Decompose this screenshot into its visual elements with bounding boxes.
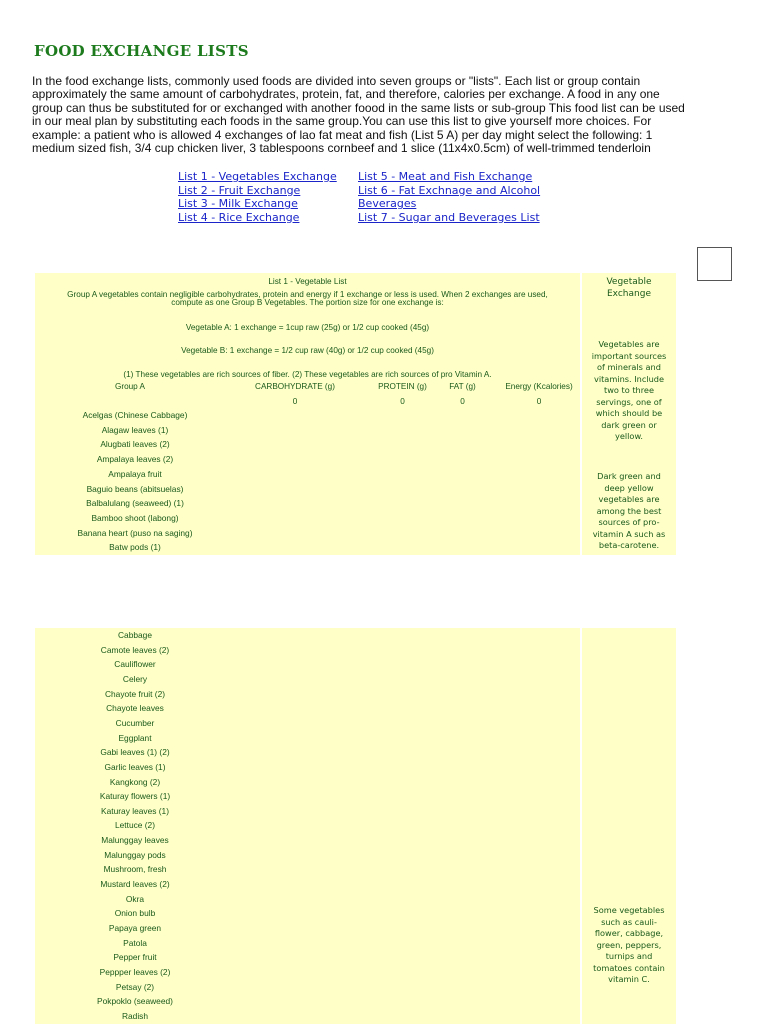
side-note-line: vitamin C.: [608, 974, 650, 984]
side-note-line: which should be: [595, 408, 663, 418]
side-note-line: sources of pro-: [598, 517, 660, 527]
vegetable-item: Gabi leaves (1) (2): [100, 747, 170, 758]
vegetable-item: Balbalulang (seaweed) (1): [86, 498, 184, 509]
vegetable-item: Eggplant: [118, 732, 152, 743]
vegetable-item: Petsay (2): [115, 981, 155, 992]
links-right: [358, 170, 540, 224]
vegetable-item: Alugbati leaves (2): [100, 439, 170, 450]
header-carbohydrate: CARBOHYDRATE (g): [255, 382, 335, 391]
header-fat: FAT (g): [449, 382, 476, 391]
links-left: [178, 170, 337, 224]
side-note-line: two to three: [603, 385, 654, 395]
vegetable-item: Camote leaves (2): [100, 644, 170, 655]
side-note-line: of minerals and: [597, 362, 661, 372]
vegetable-item: Mushroom, fresh: [103, 864, 167, 875]
side-note-line: among the best: [596, 505, 662, 516]
vegetable-item: Pepper fruit: [113, 952, 157, 963]
side-title: [582, 277, 676, 300]
link-list-4[interactable]: List 4 - Rice Exchange: [178, 210, 300, 224]
side-title-line-2: Exchange: [607, 288, 651, 299]
vegetable-item: Malunggay leaves: [101, 835, 169, 846]
side-note-line: vitamins. Include: [593, 373, 665, 384]
legend-note: (1) These vegetables are rich sources of fiber. (2) These vegetables are rich sources of pro Vitamin A.: [123, 370, 492, 379]
vegetable-item: Batw pods (1): [109, 542, 161, 553]
vegetable-item: Chayote fruit (2): [104, 688, 166, 699]
value-protein: 0: [400, 397, 405, 406]
side-note-line: dark green or: [601, 419, 657, 430]
link-list-6-cont[interactable]: Beverages: [358, 197, 417, 211]
table-caption: List 1 - Vegetable List: [268, 277, 347, 286]
link-list-2[interactable]: List 2 - Fruit Exchange: [178, 183, 301, 197]
header-energy: Energy (Kcalories): [505, 382, 573, 391]
link-list-6[interactable]: List 6 - Fat Exchnage and Alcohol: [358, 183, 541, 197]
vegetable-item: Peppper leaves (2): [99, 966, 171, 977]
page-title: FOOD EXCHANGE LISTS: [34, 42, 249, 60]
vegetable-item: Cucumber: [115, 717, 155, 728]
vegetable-item: Bamboo shoot (labong): [91, 512, 179, 523]
side-note-minerals: [582, 339, 676, 443]
vegetable-item: Lettuce (2): [114, 820, 156, 831]
side-note-line: deep yellow: [604, 482, 654, 493]
side-note-line: tomatoes contain: [593, 962, 665, 973]
value-carbohydrate: 0: [292, 397, 298, 406]
vegetable-item: Celery: [122, 673, 148, 684]
vegetable-a-portion: Vegetable A: 1 exchange = 1cup raw (25g) or 1/2 cup cooked (45g): [185, 323, 430, 332]
group-a-description-2: compute as one Group B Vegetables. The portion size for one exchange is:: [171, 298, 444, 307]
side-note-line: flower, cabbage,: [594, 928, 664, 938]
vegetable-item: Pokpoklo (seaweed): [97, 996, 173, 1007]
vegetable-item: Ampalaya fruit: [108, 468, 162, 479]
side-note-vitamin-c: [582, 905, 676, 986]
side-note-line: vegetables are: [598, 494, 660, 504]
vegetable-item: Mustard leaves (2): [100, 879, 170, 890]
vegetable-item: Katuray flowers (1): [99, 791, 171, 802]
vegetable-item: Papaya green: [108, 923, 162, 933]
vegetable-item: Alagaw leaves (1): [101, 424, 169, 435]
vegetable-item: Kangkong (2): [109, 776, 161, 787]
side-note-line: servings, one of: [596, 396, 662, 407]
vegetable-item: Radish: [121, 1010, 149, 1021]
side-note-line: Vegetables are: [598, 339, 660, 349]
vegetable-item: Garlic leaves (1): [104, 761, 166, 772]
side-note-line: Some vegetables: [593, 905, 665, 915]
vegetable-item: Chayote leaves: [106, 703, 164, 714]
vegetable-item: Katuray leaves (1): [101, 805, 169, 816]
checkbox-box[interactable]: [697, 247, 732, 281]
side-note-line: green, peppers,: [596, 939, 662, 950]
vegetable-item: Acelgas (Chinese Cabbage): [82, 410, 188, 420]
vegetable-item: Cauliflower: [114, 659, 156, 670]
side-note-line: beta-carotene.: [598, 540, 660, 550]
header-group: Group A: [114, 382, 146, 391]
vegetable-item: Banana heart (puso na saging): [77, 527, 193, 538]
side-note-line: such as cauli-: [601, 916, 657, 927]
link-list-7[interactable]: List 7 - Sugar and Beverages List: [358, 210, 540, 224]
vegetable-item: Malunggay pods: [104, 849, 166, 860]
side-note-line: turnips and: [605, 951, 653, 961]
side-title-line-1: Vegetable: [606, 277, 652, 287]
link-list-3[interactable]: List 3 - Milk Exchange: [178, 197, 298, 211]
value-fat: 0: [460, 397, 465, 406]
group-a-description: Group A vegetables contain negligible carbohydrates, protein and energy if 1 exchange or less is used. When 2 exchanges are used,: [67, 290, 548, 299]
side-note-line: yellow.: [615, 431, 643, 441]
link-list-1[interactable]: List 1 - Vegetables Exchange: [178, 170, 337, 183]
vegetable-b-portion: Vegetable B: 1 exchange = 1/2 cup raw (40g) or 1/2 cup cooked (45g): [181, 346, 434, 355]
vegetable-item: Ampalaya leaves (2): [96, 454, 174, 465]
link-list-5[interactable]: List 5 - Meat and Fish Exchange: [358, 170, 533, 183]
side-note-line: important sources: [591, 350, 667, 361]
side-note-line: vitamin A such as: [592, 528, 666, 539]
intro-paragraph: In the food exchange lists, commonly used foods are divided into seven groups or "lists". Each list or group contain approximately the same amount of carbohydrates, protein, fat, and therefore, calories per exchange. A food in any one group can thus be substituted for or exchanged with another foood in the same lists or sub-group This food list can be used in our meal plan by substituting each foods in the same group.You can use this list to give yourself more choices. For example: a patient who is allowed 4 exchanges of lao fat meat and fish (List 5 A) per day might select the following: 1 medium sized fish, 3/4 cup chicken liver, 3 tablespoons cornbeef and 1 slice (11x4x0.5cm) of well-trimmed tenderloin: [32, 74, 685, 156]
value-energy: 0: [536, 397, 542, 406]
vegetable-item: Onion bulb: [114, 908, 156, 919]
vegetable-item: Baguio beans (abitsuelas): [86, 483, 184, 494]
vegetable-item: Patola: [123, 937, 147, 948]
vegetable-item: Okra: [125, 893, 145, 904]
header-protein: PROTEIN (g): [378, 382, 427, 391]
side-note-carotene: [582, 471, 676, 552]
vegetable-item: Cabbage: [118, 630, 152, 640]
side-note-line: Dark green and: [597, 471, 661, 481]
